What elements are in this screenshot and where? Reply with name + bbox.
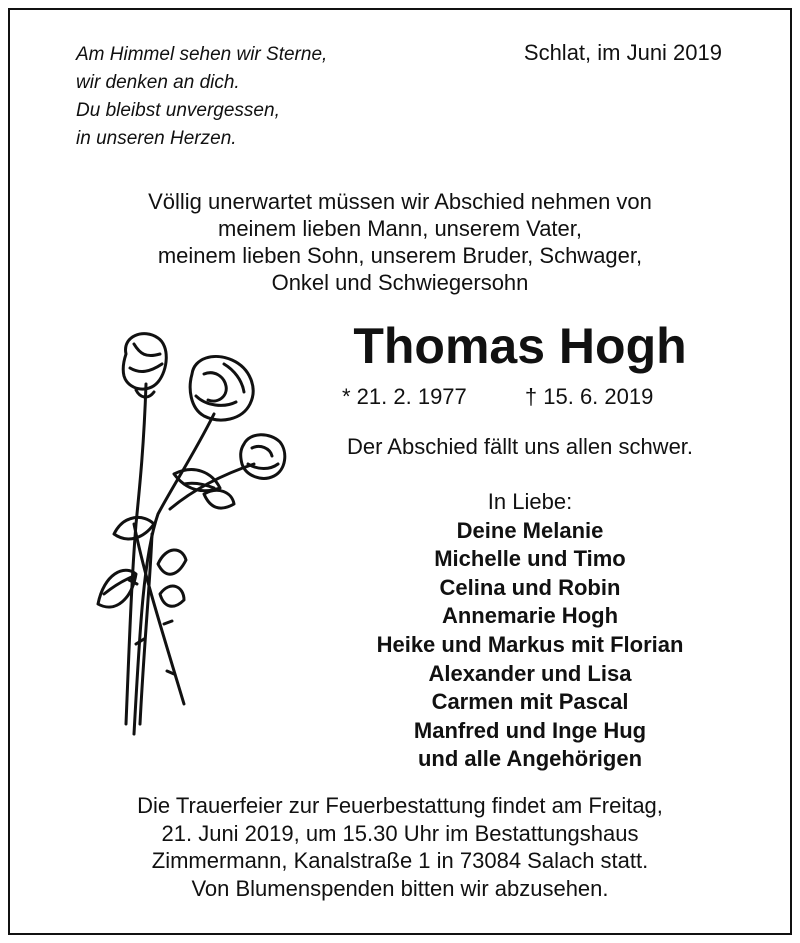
deceased-name: Thomas Hogh bbox=[353, 318, 687, 374]
funeral-service-info bbox=[10, 792, 790, 902]
poem-line: in unseren Herzen. bbox=[76, 128, 237, 149]
life-dates bbox=[342, 384, 653, 410]
rose-bouquet-icon bbox=[74, 324, 294, 744]
obituary-notice bbox=[8, 8, 792, 935]
birth-date: * 21. 2. 1977 bbox=[342, 384, 467, 409]
mourner: Manfred und Inge Hug bbox=[413, 717, 647, 743]
announcement-line: Onkel und Schwiegersohn bbox=[271, 270, 529, 295]
mourner: Annemarie Hogh bbox=[441, 603, 619, 629]
mourner: Carmen mit Pascal bbox=[431, 689, 629, 715]
mourner: Deine Melanie bbox=[456, 517, 604, 543]
farewell-line: Der Abschied fällt uns allen schwer. bbox=[346, 434, 694, 459]
memorial-poem bbox=[76, 41, 327, 153]
mourners-list bbox=[300, 488, 760, 774]
death-date: † 15. 6. 2019 bbox=[524, 384, 654, 409]
announcement-line: Völlig unerwartet müssen wir Abschied nehmen von bbox=[148, 189, 652, 214]
service-line: 21. Juni 2019, um 15.30 Uhr im Bestattungshaus bbox=[161, 820, 639, 846]
mourner: Heike und Markus mit Florian bbox=[376, 631, 684, 657]
poem-line: wir denken an dich. bbox=[76, 72, 240, 93]
mourner: und alle Angehörigen bbox=[417, 746, 643, 772]
announcement-line: meinem lieben Sohn, unserem Bruder, Schwager, bbox=[157, 243, 643, 268]
mourners-lead: In Liebe: bbox=[487, 489, 573, 514]
announcement-text bbox=[10, 188, 790, 296]
service-line: Die Trauerfeier zur Feuerbestattung findet am Freitag, bbox=[137, 793, 663, 818]
poem-line: Du bleibst unvergessen, bbox=[76, 100, 280, 121]
service-line: Zimmermann, Kanalstraße 1 in 73084 Salach statt. bbox=[151, 848, 649, 873]
service-line: Von Blumenspenden bitten wir abzusehen. bbox=[191, 875, 609, 901]
mourner: Celina und Robin bbox=[439, 574, 621, 600]
mourner: Michelle und Timo bbox=[434, 546, 626, 572]
announcement-line: meinem lieben Mann, unserem Vater, bbox=[218, 216, 582, 241]
mourner: Alexander und Lisa bbox=[428, 660, 632, 686]
poem-line: Am Himmel sehen wir Sterne, bbox=[76, 44, 328, 65]
place-date: Schlat, im Juni 2019 bbox=[523, 40, 722, 65]
